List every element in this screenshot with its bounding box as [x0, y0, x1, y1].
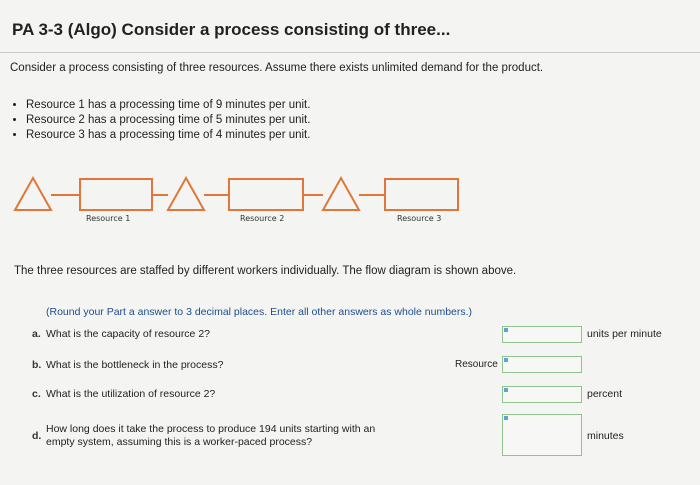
- flow-label-resource-2: Resource 2: [240, 214, 285, 223]
- question-b-text: What is the bottleneck in the process?: [46, 359, 224, 371]
- question-c-text: What is the utilization of resource 2?: [46, 388, 216, 400]
- question-a-letter: a.: [32, 328, 41, 340]
- answer-c-unit: percent: [587, 388, 623, 400]
- answer-a-unit: units per minute: [587, 328, 662, 340]
- answer-d-input[interactable]: [502, 414, 582, 456]
- flow-diagram-svg: [0, 168, 470, 216]
- flow-diagram: [0, 168, 470, 228]
- staffing-text: The three resources are staffed by different workers individually. The flow diagram is shown above.: [14, 265, 517, 277]
- resource-item-1: • Resource 1 has a processing time of 9 minutes per unit.: [26, 98, 310, 113]
- answer-b-prefix: Resource: [455, 359, 498, 370]
- question-d-letter: d.: [32, 430, 42, 442]
- inventory-triangle-1: [15, 178, 51, 210]
- answer-d-unit: minutes: [587, 430, 624, 442]
- title-divider: [0, 52, 700, 53]
- answer-b-input[interactable]: [502, 356, 582, 373]
- flow-label-resource-3: Resource 3: [397, 214, 442, 223]
- resource-item-3: • Resource 3 has a processing time of 4 minutes per unit.: [26, 128, 310, 143]
- resource-box-2: [229, 179, 303, 210]
- page-title: PA 3-3 (Algo) Consider a process consisting of three...: [12, 20, 451, 39]
- resource-box-1: [80, 179, 152, 210]
- resource-item-2: • Resource 2 has a processing time of 5 minutes per unit.: [26, 113, 310, 128]
- question-b-letter: b.: [32, 359, 42, 371]
- inventory-triangle-3: [323, 178, 359, 210]
- flow-label-resource-1: Resource 1: [86, 214, 131, 223]
- question-d-text-line2: empty system, assuming this is a worker-paced process?: [46, 436, 313, 448]
- question-c-letter: c.: [32, 388, 41, 400]
- inventory-triangle-2: [168, 178, 204, 210]
- intro-text: Consider a process consisting of three resources. Assume there exists unlimited demand for the product.: [10, 62, 544, 74]
- question-d-text-line1: How long does it take the process to produce 194 units starting with an: [46, 423, 376, 435]
- resource-list: [8, 98, 310, 143]
- answer-a-input[interactable]: [502, 326, 582, 343]
- resource-box-3: [385, 179, 458, 210]
- rounding-note: (Round your Part a answer to 3 decimal places. Enter all other answers as whole numbers.): [46, 306, 473, 318]
- answer-c-input[interactable]: [502, 386, 582, 403]
- question-a-text: What is the capacity of resource 2?: [46, 328, 210, 340]
